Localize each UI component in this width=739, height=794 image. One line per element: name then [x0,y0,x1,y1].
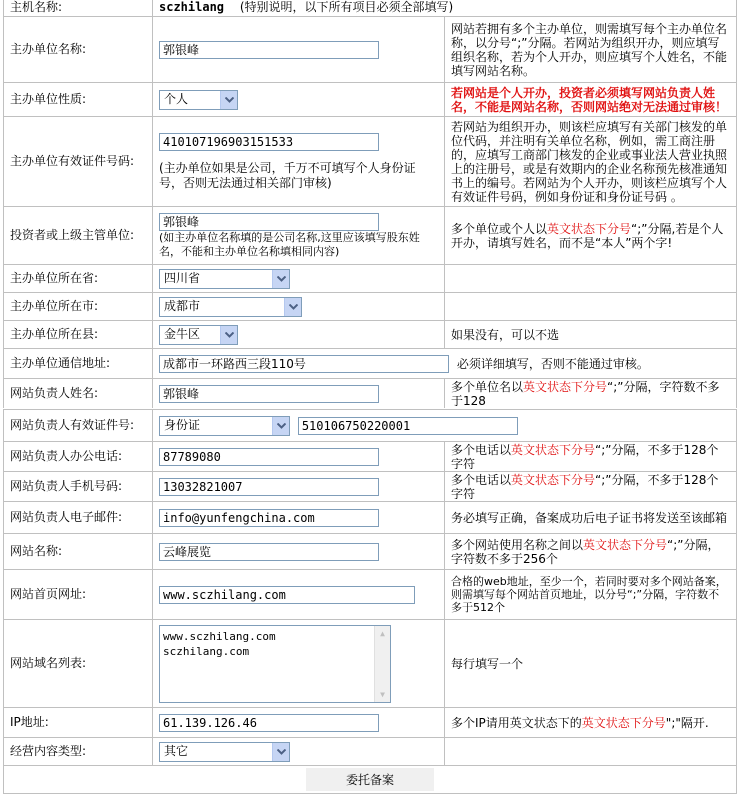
chevron-down-icon[interactable] [272,743,289,761]
investor-label-cell [4,207,153,265]
manager-id-type-value: 身份证 [164,418,201,432]
sponsor-name-note: 网站若拥有多个主办单位，则需填写每个主办单位名称，以分号“;”分隔。若网站为组织开办，则应填写组织名称，若为个人开办，则应填写个人姓名，不能填写网站名称。 [445,17,737,83]
office-phone-input[interactable] [159,448,379,466]
mobile-input[interactable] [159,478,379,496]
domains-cell [153,620,445,708]
manager-name-cell [153,379,445,409]
ip-note-red: 英文状态下分号 [581,715,666,730]
textarea-scrollbar[interactable] [374,626,390,702]
office-phone-note-prefix: 多个电话以 [451,442,512,457]
scroll-up-icon[interactable]: ▲ [380,628,385,638]
domains-label-cell [4,620,153,708]
office-phone-cell [153,442,445,472]
submit-button[interactable]: 委托备案 [306,768,434,791]
domains-label: 网站域名列表: [10,656,87,670]
mobile-label: 网站负责人手机号码: [10,479,123,493]
investor-input[interactable] [159,213,379,231]
mobile-cell [153,472,445,502]
ip-label-cell [4,708,153,738]
mobile-note-prefix: 多个电话以 [451,472,512,487]
sponsor-id-hint: (主办单位如果是公司，千万不可填写个人身份证号，否则无法通过相关部门审核) [159,160,416,190]
ip-note-prefix: 多个IP请用英文状态下的 [451,715,582,730]
chevron-down-icon[interactable] [272,417,289,435]
homepage-label: 网站首页网址: [10,587,87,601]
province-cell [153,265,445,293]
business-type-cell [153,738,445,766]
sponsor-id-note: 若网站为组织开办，则该栏应填写有关部门核发的单位代码，并注明有关单位名称，例如，需工商注册的，应填写工商部门核发的企业或事业法人营业执照上的注册号，或是有效期内的企业名称预先核准通知书上的编号。若网站为个人开办，则该栏应填写个人有效证件号码，例如身份证和身份证号码 。 [445,117,737,207]
business-type-value: 其它 [164,744,189,758]
sponsor-type-select[interactable] [159,90,238,110]
county-select[interactable] [159,325,238,345]
sponsor-name-label-cell [4,17,153,83]
domains-note: 每行填写一个 [445,620,737,708]
address-label: 主办单位通信地址: [10,356,111,370]
county-label-cell [4,321,153,349]
manager-id-input[interactable] [298,417,518,435]
chevron-down-icon[interactable] [284,298,301,316]
email-label-cell [4,502,153,534]
business-type-label-cell [4,738,153,766]
site-name-note-prefix: 多个网站使用名称之间以 [451,537,584,552]
ip-input[interactable] [159,714,379,732]
province-select[interactable] [159,269,290,289]
sponsor-type-label-cell [4,83,153,117]
homepage-note: 合格的web地址，至少一个，若同时要对多个网站备案，则需填写每个网站首页地址，以分号“;”分隔，字符数不多于512个 [445,570,737,620]
sponsor-id-label-cell [4,117,153,207]
ip-note-suffix: ";"隔开. [665,715,709,730]
manager-name-label-cell [4,379,153,409]
business-type-note [445,738,737,766]
manager-name-note-prefix: 多个单位名以 [451,379,524,394]
office-phone-label-cell [4,442,153,472]
email-label: 网站负责人电子邮件: [10,510,123,524]
address-input[interactable] [159,355,449,373]
chevron-down-icon[interactable] [220,91,237,109]
business-type-label: 经营内容类型: [10,744,87,758]
submit-row [4,766,737,794]
manager-id-type-select[interactable] [159,416,290,436]
sponsor-id-label: 主办单位有效证件号码: [10,154,135,168]
host-label: 主机名称: [10,0,63,14]
province-note [445,265,737,293]
city-label-cell [4,293,153,321]
address-note: 必须详细填写，否则不能通过审核。 [456,357,649,371]
sponsor-type-warning: 若网站是个人开办，投资者必须填写网站负责人姓名，不能是网站名称，否则网站绝对无法通过审核！ [445,83,737,117]
province-label: 主办单位所在省: [10,271,99,285]
office-phone-note-suffix: “;”分隔，不多于128个字符 [451,442,719,471]
manager-id-cell [153,410,737,442]
sponsor-name-input[interactable] [159,41,379,59]
site-name-cell [153,534,445,570]
sponsor-id-input[interactable] [159,133,379,151]
manager-name-note-suffix: “;”分隔，字符数不多于128 [451,379,720,408]
email-note: 务必填写正确，备案成功后电子证书将发送至该邮箱 [445,502,737,534]
county-label: 主办单位所在县: [10,327,99,341]
address-cell [153,349,737,379]
domain-line: www.sczhilang.com [163,629,276,643]
host-value: sczhilang [159,0,225,14]
form-lower-wrapper [0,408,739,794]
sponsor-name-input-cell [153,17,445,83]
county-note: 如果没有，可以不选 [445,321,737,349]
city-note [445,293,737,321]
mobile-note-red: 英文状态下分号 [511,472,596,487]
ip-cell [153,708,445,738]
mobile-note-suffix: “;”分隔，不多于128个字符 [451,472,719,501]
homepage-input[interactable] [159,586,415,604]
investor-note-red: 英文状态下分号 [547,221,632,236]
mobile-note [445,472,737,502]
sponsor-type-value: 个人 [164,92,189,106]
province-value: 四川省 [164,271,201,285]
homepage-cell [153,570,445,620]
site-name-input[interactable] [159,543,379,561]
host-value-cell [153,0,737,17]
site-name-note-suffix: “;”分隔，字符数不多于256个 [451,537,720,566]
city-value: 成都市 [164,299,201,313]
site-name-label-cell [4,534,153,570]
manager-id-label-cell [4,410,153,442]
sponsor-type-cell [153,83,445,117]
business-type-select[interactable] [159,742,290,762]
email-cell [153,502,445,534]
manager-id-label: 网站负责人有效证件号: [10,418,135,432]
investor-note-prefix: 多个单位或个人以 [451,221,548,236]
site-name-note-red: 英文状态下分号 [583,537,668,552]
ip-label: IP地址: [10,715,49,729]
site-name-note [445,534,737,570]
sponsor-type-label: 主办单位性质: [10,92,87,106]
homepage-label-cell [4,570,153,620]
investor-hint: (如主办单位名称填的是公司名称,这里应该填写股东姓名，不能和主办单位名称填相同内容) [159,230,420,258]
form-table-upper [3,0,737,409]
office-phone-note [445,442,737,472]
city-select[interactable] [159,297,302,317]
sponsor-id-cell [153,117,445,207]
office-phone-label: 网站负责人办公电话: [10,449,123,463]
manager-name-note [445,379,737,409]
county-value: 金牛区 [164,327,201,341]
domain-line: sczhilang.com [163,644,250,658]
address-label-cell [4,349,153,379]
ip-note [445,708,737,738]
city-cell [153,293,445,321]
manager-name-input[interactable] [159,385,379,403]
domains-textarea[interactable] [159,625,391,703]
manager-name-note-red: 英文状态下分号 [523,379,608,394]
form-table-lower [3,409,737,794]
scroll-down-icon[interactable]: ▼ [380,689,385,699]
mobile-label-cell [4,472,153,502]
province-label-cell [4,265,153,293]
office-phone-note-red: 英文状态下分号 [511,442,596,457]
host-note: (特别说明，以下所有项目必须全部填写) [239,0,454,14]
sponsor-name-label: 主办单位名称: [10,42,87,56]
chevron-down-icon[interactable] [272,270,289,288]
email-input[interactable] [159,509,379,527]
manager-name-label: 网站负责人姓名: [10,386,99,400]
county-cell [153,321,445,349]
investor-cell [153,207,445,265]
investor-note [445,207,737,265]
investor-label: 投资者或上级主管单位: [10,228,135,242]
city-label: 主办单位所在市: [10,299,99,313]
investor-note-suffix: “;”分隔,若是个人开办，请填写姓名，而不是“本人”两个字! [451,221,724,250]
chevron-down-icon[interactable] [220,326,237,344]
host-label-cell [4,0,153,17]
site-name-label: 网站名称: [10,544,63,558]
